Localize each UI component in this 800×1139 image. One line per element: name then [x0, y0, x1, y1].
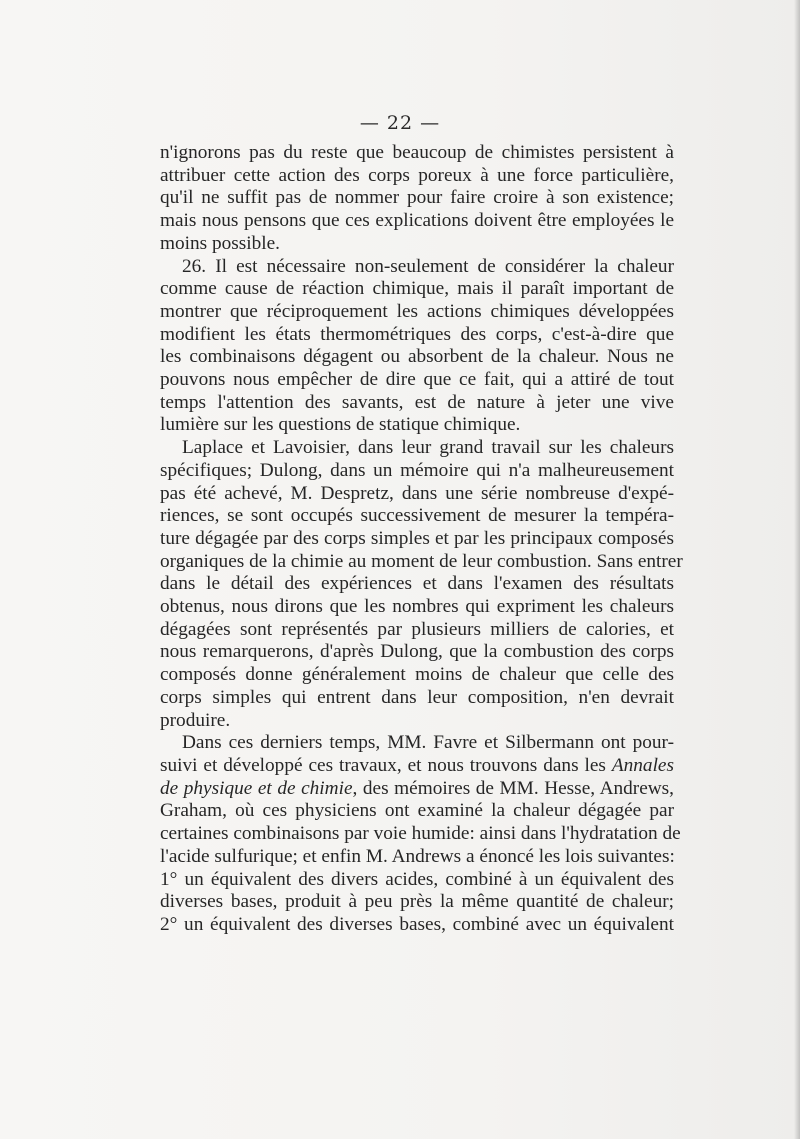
text-line: qu'il ne suffit pas de nommer pour faire croire à son existence;: [160, 187, 674, 209]
text-line: nous remarquerons, d'après Dulong, que la combustion des corps: [160, 641, 674, 663]
text-line: attribuer cette action des corps poreux à une force particulière,: [160, 164, 674, 186]
text-line: n'ignorons pas du reste que beaucoup de chimistes persistent à: [160, 142, 674, 163]
text-line: ture dégagée par des corps simples et par les principaux composés: [160, 527, 674, 549]
text-line: composés donne généralement moins de chaleur que celle des: [160, 664, 674, 686]
text-line: riences, se sont occupés successivement de mesurer la tempéra-: [160, 505, 674, 527]
text-line: pouvons nous empêcher de dire que ce fait, qui a attiré de tout: [160, 369, 674, 391]
page-edge-shadow: [794, 0, 800, 1139]
text-run: , des mémoires de MM. Hesse, Andrews,: [352, 777, 674, 799]
paragraph-26-start: 26. Il est nécessaire non-seulement de considérer la chaleur: [182, 255, 674, 277]
text-line-with-italic: [160, 755, 674, 778]
text-line: Graham, où ces physiciens ont examiné la chaleur dégagée par: [160, 800, 674, 822]
text-line: mais nous pensons que ces explications doivent être employées le: [160, 210, 674, 232]
text-line: 2° un équivalent des diverses bases, combiné avec un équivalent: [160, 913, 674, 935]
text-line: montrer que réciproquement les actions chimiques développées: [160, 300, 674, 322]
text-line: 1° un équivalent des divers acides, combiné à un équivalent des: [160, 868, 674, 890]
text-line: diverses bases, produit à peu près la même quantité de chaleur;: [160, 891, 674, 913]
text-line: pas été achevé, M. Despretz, dans une série nombreuse d'expé-: [160, 482, 674, 504]
text-line: dégagées sont représentés par plusieurs milliers de calories, et: [160, 618, 674, 640]
text-line-with-italic: [160, 778, 674, 801]
text-line: l'acide sulfurique; et enfin M. Andrews a énoncé les lois suivantes:: [160, 845, 675, 867]
body-text: [160, 142, 683, 937]
text-line: moins possible.: [160, 232, 280, 254]
text-line: corps simples qui entrent dans leur composition, n'en devrait: [160, 686, 674, 708]
paragraph-start: Dans ces derniers temps, MM. Favre et Silbermann ont pour-: [182, 732, 674, 754]
text-line: produire.: [160, 709, 231, 731]
journal-title-italic: Annales: [611, 754, 674, 776]
paragraph-start: Laplace et Lavoisier, dans leur grand travail sur les chaleurs: [182, 437, 674, 459]
text-line: organiques de la chimie au moment de leur combustion. Sans entrer: [160, 550, 683, 572]
page-number: — 22 —: [359, 112, 441, 134]
text-line: modifient les états thermométriques des corps, c'est-à-dire que: [160, 323, 674, 345]
text-line: dans le détail des expériences et dans l'examen des résultats: [160, 573, 674, 595]
text-run: suivi et développé ces travaux, et nous trouvons dans les: [160, 754, 606, 776]
journal-title-italic: de physique et de chimie: [160, 777, 353, 799]
text-line: temps l'attention des savants, est de nature à jeter une vive: [160, 391, 674, 413]
text-line: comme cause de réaction chimique, mais il paraît important de: [160, 278, 674, 300]
text-line: obtenus, nous dirons que les nombres qui expriment les chaleurs: [160, 596, 674, 618]
text-line: lumière sur les questions de statique chimique.: [160, 414, 521, 436]
text-line: les combinaisons dégagent ou absorbent de la chaleur. Nous ne: [160, 346, 674, 368]
text-line: certaines combinaisons par voie humide: ainsi dans l'hydratation de: [160, 823, 681, 845]
text-line: spécifiques; Dulong, dans un mémoire qui n'a malheureusement: [160, 459, 674, 481]
